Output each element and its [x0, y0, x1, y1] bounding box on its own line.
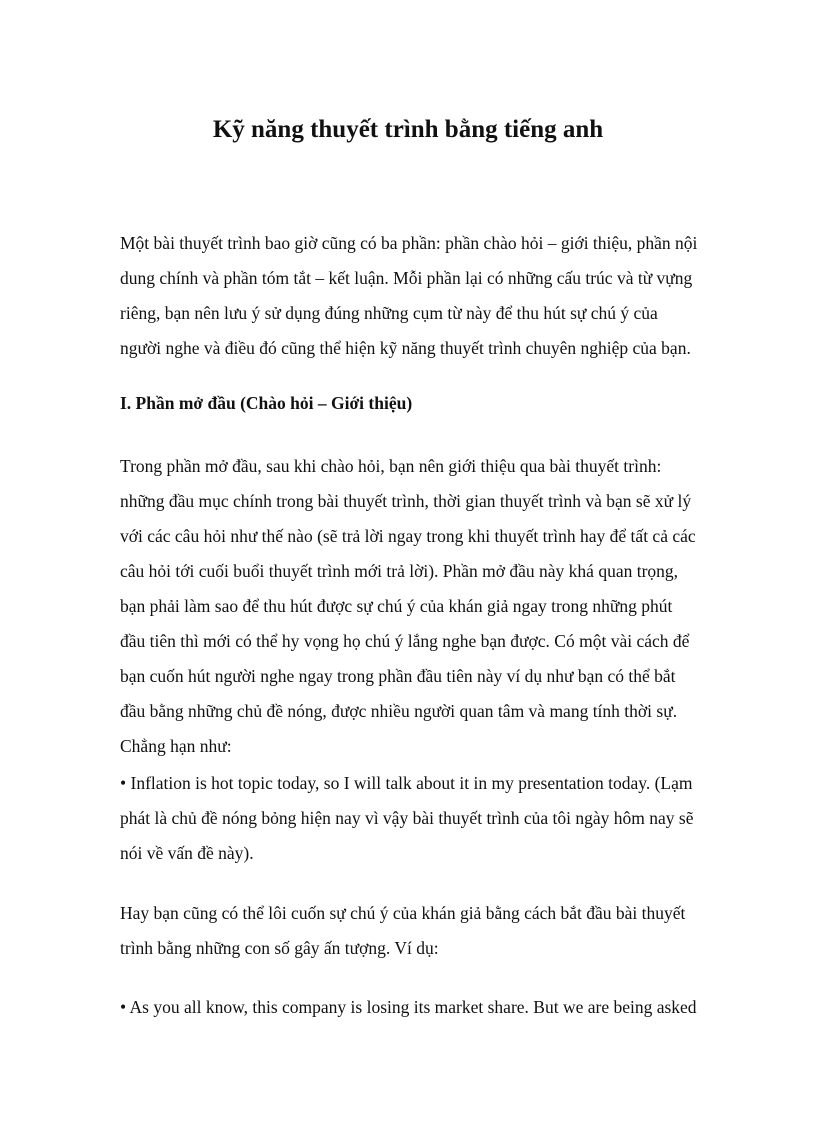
text-line: trình bằng những con số gây ấn tượng. Ví dụ: [120, 938, 439, 958]
text-line: • As you all know, this company is losing its market share. But we are being asked [120, 997, 697, 1017]
paragraph [120, 896, 720, 966]
text-line: những đầu mục chính trong bài thuyết trình, thời gian thuyết trình và bạn sẽ xử lý [120, 491, 692, 511]
bullet-item [120, 990, 720, 1025]
text-line: Hay bạn cũng có thể lôi cuốn sự chú ý của khán giả bằng cách bắt đầu bài thuyết [120, 903, 686, 923]
document-title: Kỹ năng thuyết trình bằng tiếng anh [212, 116, 604, 143]
text-line: bạn phải làm sao để thu hút được sự chú ý của khán giả ngay trong những phút [120, 596, 673, 616]
section-heading-text: I. Phần mở đầu (Chào hỏi – Giới thiệu) [120, 393, 413, 413]
text-line: với các câu hỏi như thế nào (sẽ trả lời ngay trong khi thuyết trình hay để tất cả các [120, 526, 696, 546]
text-line: đầu tiên thì mới có thể hy vọng họ chú ý lắng nghe bạn được. Có một vài cách để [120, 631, 690, 651]
section-heading [120, 386, 720, 421]
text-line: nói về vấn đề này). [120, 843, 254, 863]
text-line: dung chính và phần tóm tắt – kết luận. Mỗi phần lại có những cấu trúc và từ vựng [120, 268, 693, 288]
intro-paragraph [120, 226, 720, 366]
text-line: riêng, bạn nên lưu ý sử dụng đúng những cụm từ này để thu hút sự chú ý của [120, 303, 658, 323]
text-line: Chẳng hạn như: [120, 736, 232, 756]
text-line: • Inflation is hot topic today, so I will talk about it in my presentation today. (Lạm [120, 773, 693, 793]
text-line: phát là chủ đề nóng bỏng hiện nay vì vậy bài thuyết trình của tôi ngày hôm nay sẽ [120, 808, 694, 828]
text-line: Một bài thuyết trình bao giờ cũng có ba phần: phần chào hỏi – giới thiệu, phần nội [120, 233, 698, 253]
text-line: đầu bằng những chủ đề nóng, được nhiều người quan tâm và mang tính thời sự. [120, 701, 678, 721]
text-line: câu hỏi tới cuối buổi thuyết trình mới trả lời). Phần mở đầu này khá quan trọng, [120, 561, 679, 581]
text-line: Trong phần mở đầu, sau khi chào hỏi, bạn nên giới thiệu qua bài thuyết trình: [120, 456, 662, 476]
text-line: người nghe và điều đó cũng thể hiện kỹ năng thuyết trình chuyên nghiệp của bạn. [120, 338, 691, 358]
bullet-item [120, 766, 720, 871]
section-paragraph [120, 449, 720, 764]
text-line: bạn cuốn hút người nghe ngay trong phần đầu tiên này ví dụ như bạn có thể bắt [120, 666, 676, 686]
